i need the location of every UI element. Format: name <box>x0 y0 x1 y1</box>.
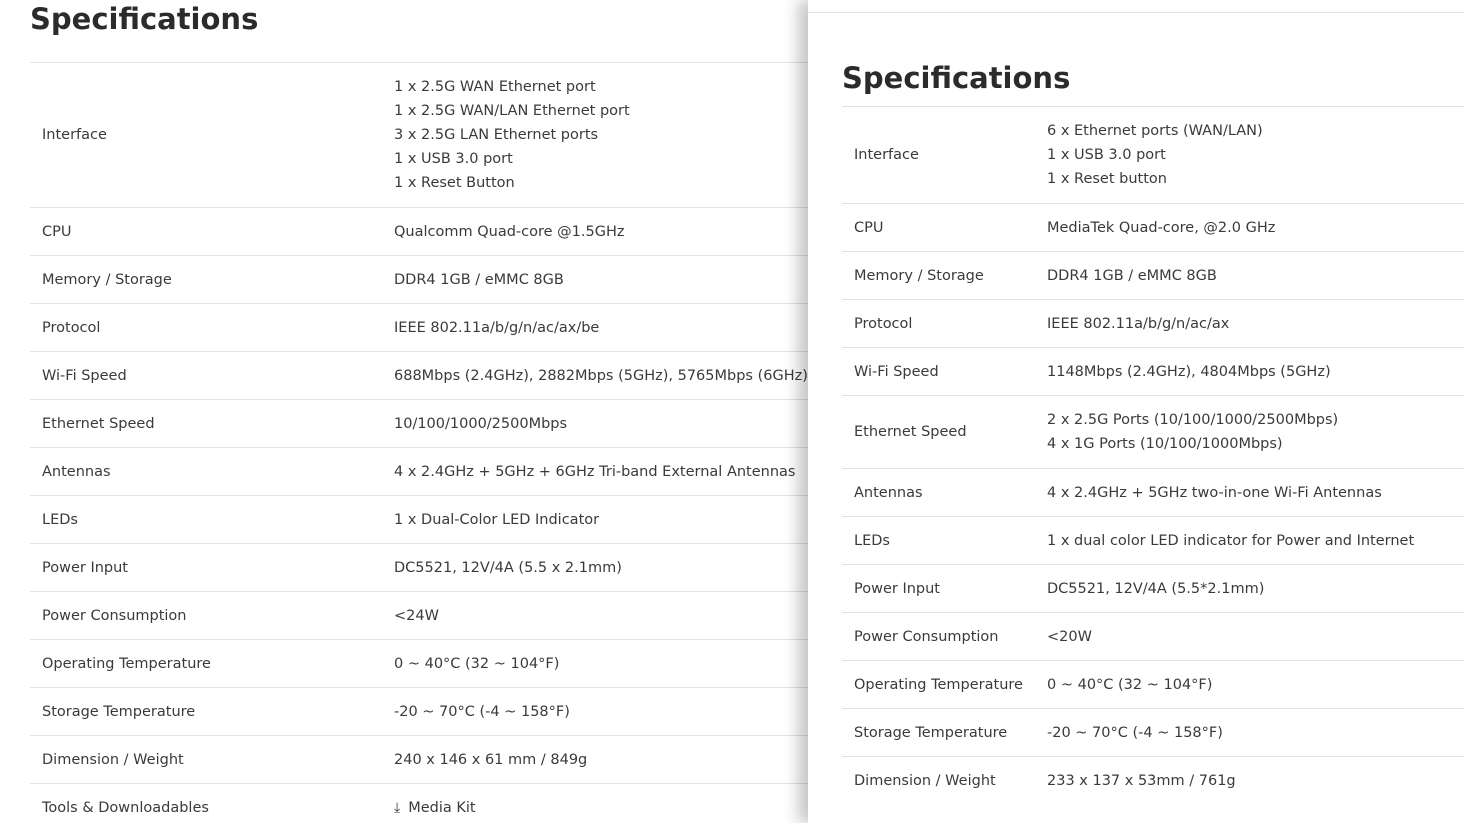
spec-value <box>394 736 830 784</box>
spec-value-line: MediaTek Quad-core, @2.0 GHz <box>1047 219 1276 236</box>
spec-value-line: 688Mbps (2.4GHz), 2882Mbps (5GHz), 5765Mbps (6GHz) <box>394 367 808 384</box>
spec-label: Antennas <box>42 463 111 480</box>
spec-row <box>842 469 1464 517</box>
spec-label: Operating Temperature <box>42 655 211 672</box>
spec-value-line: 10/100/1000/2500Mbps <box>394 415 568 432</box>
spec-value <box>394 448 830 496</box>
spec-row <box>30 304 830 352</box>
spec-row <box>842 661 1464 709</box>
spec-label: Ethernet Speed <box>42 415 155 432</box>
spec-value-line: 233 x 137 x 53mm / 761g <box>1047 772 1236 789</box>
spec-value-line: 6 x Ethernet ports (WAN/LAN) <box>1047 123 1263 139</box>
spec-value <box>394 640 830 688</box>
spec-row <box>842 396 1464 469</box>
spec-value <box>1047 396 1464 469</box>
right-page-title: Specifications <box>842 61 1071 95</box>
left-page-title: Specifications <box>30 2 259 36</box>
media-kit-link[interactable]: Media Kit <box>408 799 476 816</box>
spec-label: Power Input <box>42 559 128 576</box>
spec-label: Wi-Fi Speed <box>42 367 127 384</box>
spec-label: Memory / Storage <box>854 267 984 284</box>
spec-label: CPU <box>854 219 884 236</box>
spec-label: Wi-Fi Speed <box>854 363 939 380</box>
spec-label: Interface <box>42 127 107 143</box>
spec-value-line: DDR4 1GB / eMMC 8GB <box>1047 267 1217 284</box>
spec-label: Ethernet Speed <box>854 424 967 440</box>
spec-value-line: 1 x Dual-Color LED Indicator <box>394 511 600 528</box>
spec-row <box>30 496 830 544</box>
download-icon: ⤓ <box>394 799 401 816</box>
spec-label: Dimension / Weight <box>854 772 996 789</box>
spec-value-line: <20W <box>1047 628 1092 645</box>
spec-row <box>30 63 830 208</box>
spec-value-line: 1 x dual color LED indicator for Power and Internet <box>1047 532 1415 549</box>
spec-value-line: DDR4 1GB / eMMC 8GB <box>394 271 564 288</box>
spec-value-line: IEEE 802.11a/b/g/n/ac/ax/be <box>394 319 600 336</box>
spec-value-line: 2 x 2.5G Ports (10/100/1000/2500Mbps) <box>1047 412 1339 428</box>
spec-value-line[interactable] <box>394 796 830 820</box>
spec-label: LEDs <box>854 532 890 549</box>
spec-value <box>1047 300 1464 348</box>
spec-value <box>1047 709 1464 757</box>
spec-value-line: 0 ~ 40°C (32 ~ 104°F) <box>394 655 560 672</box>
spec-value <box>394 400 830 448</box>
spec-value <box>1047 107 1464 204</box>
spec-value-line: -20 ~ 70°C (-4 ~ 158°F) <box>394 703 570 720</box>
left-spec-rows <box>30 63 830 823</box>
spec-row <box>30 544 830 592</box>
left-spec-table <box>30 62 830 823</box>
spec-label: Tools & Downloadables <box>42 799 209 816</box>
spec-value-line: 3 x 2.5G LAN Ethernet ports <box>394 127 599 143</box>
spec-row <box>30 640 830 688</box>
spec-value-line: 4 x 2.4GHz + 5GHz + 6GHz Tri-band External Antennas <box>394 463 796 480</box>
spec-value <box>394 592 830 640</box>
spec-row <box>842 252 1464 300</box>
spec-value <box>394 63 830 208</box>
spec-value <box>1047 565 1464 613</box>
spec-label: Interface <box>854 147 919 163</box>
spec-value-line: 1148Mbps (2.4GHz), 4804Mbps (5GHz) <box>1047 363 1331 380</box>
spec-label: Memory / Storage <box>42 271 172 288</box>
spec-label: Protocol <box>42 319 101 336</box>
spec-row <box>842 517 1464 565</box>
spec-value-line: DC5521, 12V/4A (5.5 x 2.1mm) <box>394 559 622 576</box>
spec-row <box>30 400 830 448</box>
spec-value-line: 1 x USB 3.0 port <box>394 151 513 167</box>
spec-value <box>394 304 830 352</box>
spec-label: Storage Temperature <box>854 724 1008 741</box>
spec-value-line: 240 x 146 x 61 mm / 849g <box>394 751 588 768</box>
spec-label: Operating Temperature <box>854 676 1023 693</box>
spec-value-line: 1 x 2.5G WAN Ethernet port <box>394 79 596 95</box>
spec-row <box>842 204 1464 252</box>
spec-value[interactable] <box>394 784 830 823</box>
spec-label: Protocol <box>854 315 913 332</box>
spec-value <box>1047 469 1464 517</box>
right-spec-table <box>842 106 1464 805</box>
spec-value-line: 1 x Reset Button <box>394 175 515 191</box>
spec-label: Power Consumption <box>42 607 187 624</box>
spec-label: Antennas <box>854 484 923 501</box>
spec-value <box>1047 517 1464 565</box>
spec-row <box>30 352 830 400</box>
spec-value-line: DC5521, 12V/4A (5.5*2.1mm) <box>1047 580 1265 597</box>
right-top-divider <box>808 12 1464 13</box>
spec-row <box>842 565 1464 613</box>
spec-label: Power Consumption <box>854 628 999 645</box>
spec-value <box>1047 204 1464 252</box>
spec-value-line: 4 x 2.4GHz + 5GHz two-in-one Wi-Fi Antennas <box>1047 484 1382 501</box>
spec-value <box>394 256 830 304</box>
spec-value-line: 4 x 1G Ports (10/100/1000Mbps) <box>1047 436 1283 452</box>
right-spec-panel <box>808 0 1464 823</box>
spec-row <box>30 736 830 784</box>
spec-label: Storage Temperature <box>42 703 196 720</box>
spec-row <box>30 688 830 736</box>
spec-value <box>1047 757 1464 805</box>
spec-label: Dimension / Weight <box>42 751 184 768</box>
spec-value-line: -20 ~ 70°C (-4 ~ 158°F) <box>1047 724 1223 741</box>
spec-row <box>30 208 830 256</box>
spec-value <box>1047 661 1464 709</box>
spec-value <box>394 496 830 544</box>
spec-row <box>30 448 830 496</box>
spec-value-line: <24W <box>394 607 439 624</box>
spec-row <box>842 348 1464 396</box>
spec-value-line: IEEE 802.11a/b/g/n/ac/ax <box>1047 315 1230 332</box>
spec-row <box>842 613 1464 661</box>
spec-label: CPU <box>42 223 72 240</box>
spec-row <box>30 784 830 823</box>
spec-row <box>842 709 1464 757</box>
spec-row <box>30 592 830 640</box>
spec-value-line: 1 x USB 3.0 port <box>1047 147 1166 163</box>
spec-row <box>842 300 1464 348</box>
spec-value <box>1047 613 1464 661</box>
spec-value-line: 0 ~ 40°C (32 ~ 104°F) <box>1047 676 1213 693</box>
spec-value <box>394 544 830 592</box>
spec-value <box>1047 252 1464 300</box>
spec-label: LEDs <box>42 511 78 528</box>
spec-label: Power Input <box>854 580 940 597</box>
spec-value <box>394 208 830 256</box>
spec-row <box>30 256 830 304</box>
spec-value-line: 1 x Reset button <box>1047 171 1167 187</box>
spec-value <box>1047 348 1464 396</box>
spec-value <box>394 352 830 400</box>
right-spec-rows <box>842 107 1464 805</box>
spec-value-line: 1 x 2.5G WAN/LAN Ethernet port <box>394 103 630 119</box>
spec-row <box>842 107 1464 204</box>
spec-value-line: Qualcomm Quad-core @1.5GHz <box>394 223 625 240</box>
spec-value <box>394 688 830 736</box>
spec-row <box>842 757 1464 805</box>
